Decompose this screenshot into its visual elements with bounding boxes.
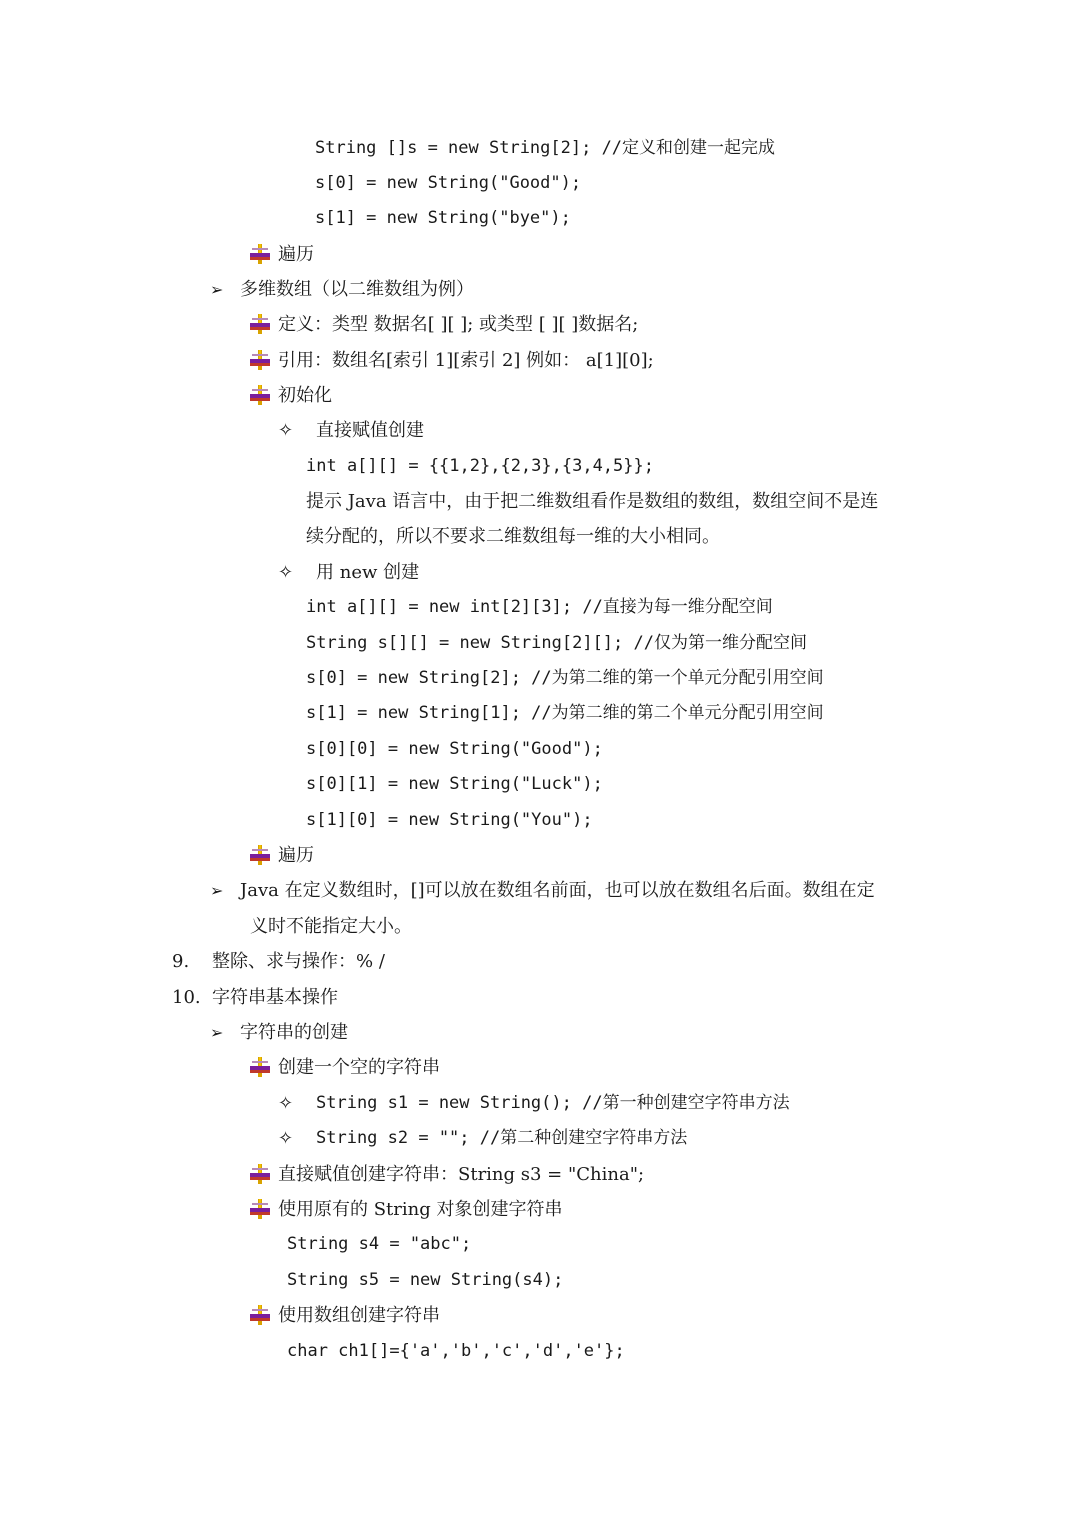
diamond-bullet-icon: ✧ [278,562,294,583]
pin-bullet-icon [250,350,270,370]
numbered-item: 9. 整除、求与操作：% / [0,944,385,979]
bullet-item: 遍历 [0,838,314,873]
bullet-item: 定义：类型 数据名[ ][ ]; 或类型 [ ][ ]数据名; [0,307,638,342]
arrow-bullet-icon: ➢ [210,1023,224,1042]
numbered-item: 10. 字符串基本操作 [0,980,338,1015]
diamond-bullet-icon: ✧ [278,1093,294,1114]
bullet-item: 遍历 [0,237,314,272]
pin-bullet-icon [250,845,270,865]
code-line: String s4 = "abc"; [287,1234,472,1254]
bullet-item: 使用原有的 String 对象创建字符串 [0,1192,562,1227]
sub-item: ✧ String s2 = ""; //第二种创建空字符串方法 [0,1121,687,1156]
code-line: s[1] = new String("bye"); [315,208,571,228]
bullet-item: 初始化 [0,378,332,413]
note-text: 续分配的，所以不要求二维数组每一维的大小相同。 [306,526,720,547]
note-text: 提示 Java 语言中，由于把二维数组看作是数组的数组，数组空间不是连 [306,491,879,512]
code-line: int a[][] = new int[2][3]; //直接为每一维分配空间 [306,597,773,617]
bullet-item: 直接赋值创建字符串：String s3 = "China"; [0,1157,644,1192]
pin-bullet-icon [250,1305,270,1325]
code-line: s[0][0] = new String("Good"); [306,739,603,759]
code-line: String []s = new String[2]; //定义和创建一起完成 [315,138,776,158]
pin-bullet-icon [250,1164,270,1184]
pin-bullet-icon [250,314,270,334]
sub-item: ✧ String s1 = new String(); //第一种创建空字符串方法 [0,1086,790,1121]
list-number: 10. [172,987,201,1008]
pin-bullet-icon [250,385,270,405]
bullet-item: 引用：数组名[索引 1][索引 2] 例如： a[1][0]; [0,343,654,378]
section-item-continued: 义时不能指定大小。 [250,916,412,937]
code-line: s[0] = new String("Good"); [315,173,582,193]
pin-bullet-icon [250,1199,270,1219]
arrow-bullet-icon: ➢ [210,881,224,900]
code-line: String s[][] = new String[2][]; //仅为第一维分配空间 [306,633,807,653]
diamond-bullet-icon: ✧ [278,420,294,441]
bullet-item: 使用数组创建字符串 [0,1298,440,1333]
pin-bullet-icon [250,1057,270,1077]
code-line: s[0] = new String[2]; //为第二维的第一个单元分配引用空间 [306,668,824,688]
code-line: int a[][] = {{1,2},{2,3},{3,4,5}}; [306,456,654,476]
code-line: s[1] = new String[1]; //为第二维的第二个单元分配引用空间 [306,703,824,723]
bullet-item: 创建一个空的字符串 [0,1050,440,1085]
code-line: s[1][0] = new String("You"); [306,810,593,830]
arrow-bullet-icon: ➢ [210,280,224,299]
code-line: char ch1[]={'a','b','c','d','e'}; [287,1341,625,1361]
sub-item: ✧ 直接赋值创建 [0,413,424,448]
pin-bullet-icon [250,244,270,264]
diamond-bullet-icon: ✧ [278,1128,294,1149]
section-item: ➢ 字符串的创建 [0,1015,348,1050]
list-number: 9. [172,951,190,972]
section-item: ➢ 多维数组（以二维数组为例） [0,272,474,307]
sub-item: ✧ 用 new 创建 [0,555,419,590]
code-line: String s5 = new String(s4); [287,1270,564,1290]
section-item: ➢ Java 在定义数组时，[]可以放在数组名前面，也可以放在数组名后面。数组在定 [0,873,875,908]
code-line: s[0][1] = new String("Luck"); [306,774,603,794]
